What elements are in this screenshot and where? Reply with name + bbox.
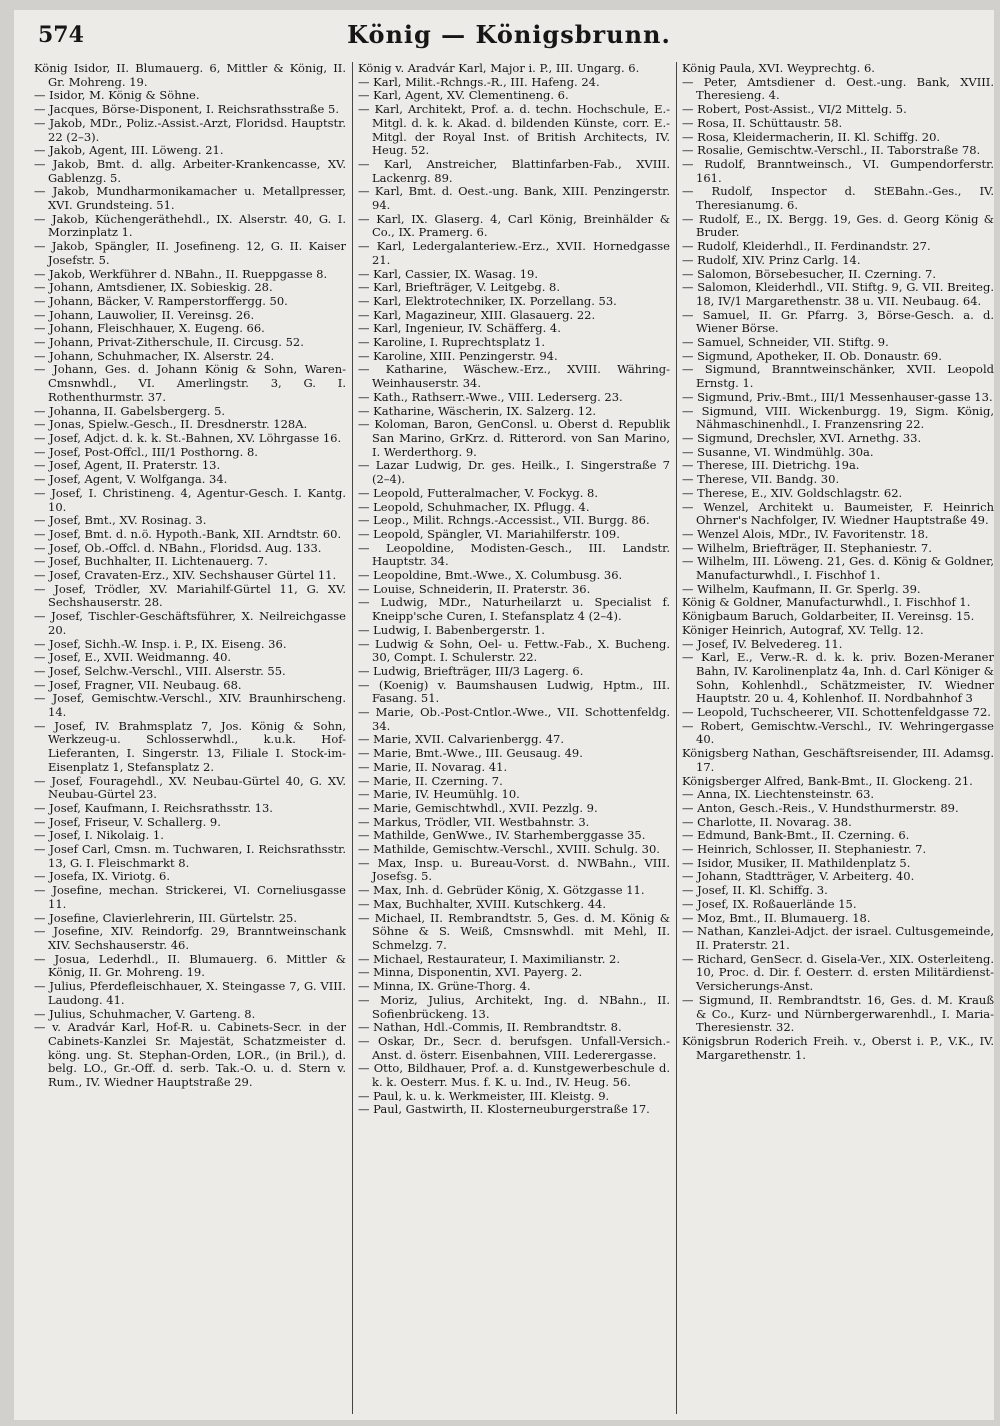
directory-entry: — Anton, Gesch.-Reis., V. Hundsthurmerstr. 89. xyxy=(682,800,959,815)
directory-entry: — Richard, GenSecr. d. Gisela-Ver., XIX. Osterleiteng. 10, Proc. d. Dir. f. Oesterr. d. ersten Militärdienst-Versicherungs-Anst. xyxy=(682,951,994,994)
directory-entry: Königer Heinrich, Autograf, XV. Tellg. 12. xyxy=(682,622,924,637)
directory-entry: — Wilhelm, III. Löweng. 21, Ges. d. König & Goldner, Manufacturwhdl., I. Fischhof 1. xyxy=(682,554,994,583)
directory-entry: — Jakob, MDr., Poliz.-Assist.-Arzt, Floridsd. Hauptstr. 22 (2–3). xyxy=(34,115,346,144)
directory-entry: — Josef, Agent, V. Wolfganga. 34. xyxy=(34,472,228,487)
directory-entry: — Josef, I. Christineng. 4, Agentur-Gesch. I. Kantg. 10. xyxy=(34,485,346,514)
directory-entry: — Jakob, Küchengeräthehdl., IX. Alserstr. 40, G. I. Morzinplatz 1. xyxy=(34,211,346,240)
directory-entry: — Therese, VII. Bandg. 30. xyxy=(682,472,840,487)
directory-entry: — Therese, E., XIV. Goldschlagstr. 62. xyxy=(682,485,903,500)
directory-entry: — Josefa, IX. Viriotg. 6. xyxy=(34,869,171,884)
directory-entry: — Karl, Ingenieur, IV. Schäfferg. 4. xyxy=(358,321,561,336)
directory-entry: — Max, Inh. d. Gebrüder König, X. Götzgasse 11. xyxy=(358,883,645,898)
directory-entry: — Josef, Agent, II. Praterstr. 13. xyxy=(34,458,221,473)
directory-entry: — Josef, Bmt., XV. Rosinag. 3. xyxy=(34,513,207,528)
directory-entry: — Karl, Milit.-Rchngs.-R., III. Hafeng. 24. xyxy=(358,74,600,89)
directory-entry: — Nathan, Hdl.-Commis, II. Rembrandtstr. 8. xyxy=(358,1020,622,1035)
directory-entry: — Leopold, Tuchscheerer, VII. Schottenfeldgasse 72. xyxy=(682,705,991,720)
directory-entry: — Johann, Lauwolier, II. Vereinsg. 26. xyxy=(34,307,255,322)
directory-entry: — Sigmund, VIII. Wickenburgg. 19, Sigm. König, Nähmaschinenhdl., I. Franzensring 22. xyxy=(682,403,994,432)
directory-entry: — Katharine, Wäscherin, IX. Salzerg. 12. xyxy=(358,403,597,418)
directory-entry: — Isidor, M. König & Söhne. xyxy=(34,88,200,103)
directory-entry: — Josef, Gemischtw.-Verschl., XIV. Braunhirscheng. 14. xyxy=(34,691,346,720)
directory-entry: — Johanna, II. Gabelsbergerg. 5. xyxy=(34,403,226,418)
directory-entry: König & Goldner, Manufacturwhdl., I. Fischhof 1. xyxy=(682,595,971,610)
directory-entry: Königsberger Alfred, Bank-Bmt., II. Glockeng. 21. xyxy=(682,773,973,788)
directory-entry: — Rudolf, E., IX. Bergg. 19, Ges. d. Georg König & Bruder. xyxy=(682,211,994,240)
directory-entry: — Johann, Amtsdiener, IX. Sobieskig. 28. xyxy=(34,280,273,295)
directory-entry: — Josef, Post-Offcl., III/1 Posthorng. 8. xyxy=(34,444,258,459)
directory-entry: — Jakob, Spängler, II. Josefineng. 12, G. II. Kaiser Josefstr. 5. xyxy=(34,239,346,267)
directory-entry: — Josef, Ob.-Offcl. d. NBahn., Floridsd. Aug. 133. xyxy=(34,540,322,555)
directory-entry: — Paul, k. u. k. Werkmeister, III. Kleistg. 9. xyxy=(358,1088,610,1103)
directory-entry: — Karl, Briefträger, V. Leitgebg. 8. xyxy=(358,280,560,295)
directory-entry: — Michael, Restaurateur, I. Maximilianstr. 2. xyxy=(358,951,620,966)
directory-entry: — Josef, Tischler-Geschäftsführer, X. Neilreichgasse 20. xyxy=(34,609,346,637)
directory-entry: — Josef, Friseur, V. Schallerg. 9. xyxy=(34,814,221,829)
column-middle xyxy=(358,62,670,1414)
directory-entry: — Sigmund, Drechsler, XVI. Arnethg. 33. xyxy=(682,430,922,445)
directory-entry: — Karl, Agent, XV. Clementineng. 6. xyxy=(358,88,569,103)
directory-entry: — Karl, IX. Glaserg. 4, Carl König, Breinhälder & Co., IX. Pramerg. 6. xyxy=(358,211,670,240)
directory-entry: — Josef, Cravaten-Erz., XIV. Sechshauser Gürtel 11. xyxy=(34,568,337,583)
directory-entry: — v. Aradvár Karl, Hof-R. u. Cabinets-Secr. in der Cabinets-Kanzlei Sr. Majestät, Schatzmeister d. köng. ung. St. Stephan-Orden, LOR., (in Bril.), d. belg. LO., Gr.-Off. d. serb. Tak.-O. u. d. Stern v. Rum., IV. Wiedner Hauptstraße 29. xyxy=(34,1020,346,1090)
directory-entry: — Nathan, Kanzlei-Adjct. der israel. Cultusgemeinde, II. Praterstr. 21. xyxy=(682,924,994,952)
column-divider xyxy=(352,62,353,1414)
directory-entry: — Josef, Kaufmann, I. Reichsrathsstr. 13. xyxy=(34,800,273,815)
directory-entry: — Wenzel Alois, MDr., IV. Favoritenstr. 18. xyxy=(682,526,929,541)
directory-entry: — Marie, XVII. Calvarienbergg. 47. xyxy=(358,732,565,747)
directory-entry: — Karl, Ledergalanteriew.-Erz., XVII. Hornedgasse 21. xyxy=(358,239,670,267)
directory-entry: — Koloman, Baron, GenConsl. u. Oberst d. Republik San Marino, GrKrz. d. Ritterord. von San Marino, I. Werderthorg. 9. xyxy=(358,417,670,459)
directory-entry: König v. Aradvár Karl, Major i. P., III. Ungarg. 6. xyxy=(358,62,640,75)
directory-entry: — Marie, II. Czerning. 7. xyxy=(358,773,503,788)
directory-entry: — Karoline, XIII. Penzingerstr. 94. xyxy=(358,348,558,363)
directory-entry: — Josef, Trödler, XV. Mariahilf-Gürtel 11, G. XV. Sechshauserstr. 28. xyxy=(34,581,346,610)
directory-entry: — Ludwig, MDr., Naturheilarzt u. Specialist f. Kneipp'sche Curen, I. Stefansplatz 4 (2–4). xyxy=(358,595,670,624)
directory-entry: — Charlotte, II. Novarag. 38. xyxy=(682,814,852,829)
directory-entry: — Karl, Cassier, IX. Wasag. 19. xyxy=(358,266,539,281)
directory-entry: — Sigmund, Apotheker, II. Ob. Donaustr. 69. xyxy=(682,348,942,363)
directory-entry: — Oskar, Dr., Secr. d. berufsgen. Unfall-Versich.-Anst. d. österr. Eisenbahnen, VIII. Lederergasse. xyxy=(358,1033,670,1062)
directory-entry: — Moz, Bmt., II. Blumauerg. 18. xyxy=(682,910,871,925)
directory-entry: — Marie, Ob.-Post-Cntlor.-Wwe., VII. Schottenfeldg. 34. xyxy=(358,705,670,733)
directory-entry: — Susanne, VI. Windmühlg. 30a. xyxy=(682,444,874,459)
directory-entry: — Karl, E., Verw.-R. d. k. k. priv. Bozen-Meraner Bahn, IV. Karolinenplatz 4a, Inh. d. Carl Königer & Sohn, Kohlenhdl., Schätzmeister, IV. Wiedner Hauptstr. 20 u. 4, Kohlenhof. II. Nordbahnhof 3 xyxy=(682,650,994,706)
directory-entry: — Josefine, mechan. Strickerei, VI. Corneliusgasse 11. xyxy=(34,883,346,911)
directory-entry: — Wilhelm, Briefträger, II. Stephaniestr. 7. xyxy=(682,540,932,555)
directory-entry: — Mathilde, Gemischtw.-Verschl., XVIII. Schulg. 30. xyxy=(358,842,660,857)
directory-entry: — Jakob, Mundharmonikamacher u. Metallpresser, XVI. Grundsteing. 51. xyxy=(34,184,346,213)
directory-entry: — Anna, IX. Liechtensteinstr. 63. xyxy=(682,787,875,802)
directory-entry: König Paula, XVI. Weyprechtg. 6. xyxy=(682,62,875,75)
directory-entry: — Karoline, I. Ruprechtsplatz 1. xyxy=(358,335,546,350)
directory-entry: — Josef, Selchw.-Verschl., VIII. Alserstr. 55. xyxy=(34,663,286,678)
directory-entry: — Rudolf, Kleiderhdl., II. Ferdinandstr. 27. xyxy=(682,239,931,254)
page-header xyxy=(34,16,984,56)
directory-entry: — Robert, Gemischtw.-Verschl., IV. Wehringergasse 40. xyxy=(682,718,994,747)
column-left xyxy=(34,62,346,1414)
directory-entry: — Marie, II. Novarag. 41. xyxy=(358,759,508,774)
directory-entry: — Wilhelm, Kaufmann, II. Gr. Sperlg. 39. xyxy=(682,581,921,596)
directory-entry: — Jakob, Agent, III. Löweng. 21. xyxy=(34,143,224,158)
directory-entry: — Rudolf, Inspector d. StEBahn.-Ges., IV. Theresianumg. 6. xyxy=(682,184,994,213)
entry-columns xyxy=(34,62,994,1414)
directory-entry: — Josef, Buchhalter, II. Lichtenauerg. 7. xyxy=(34,554,268,569)
directory-entry: — Josef, Fragner, VII. Neubaug. 68. xyxy=(34,677,242,692)
directory-entry: — Robert, Post-Assist., VI/2 Mittelg. 5. xyxy=(682,102,907,117)
directory-entry: — Johann, Ges. d. Johann König & Sohn, Waren-Cmsnwhdl., VI. Amerlingstr. 3, G. I. Rothenthurmstr. 37. xyxy=(34,362,346,404)
directory-entry: — Josefine, Clavierlehrerin, III. Gürtelstr. 25. xyxy=(34,910,297,925)
directory-entry: — Jakob, Werkführer d. NBahn., II. Rueppgasse 8. xyxy=(34,266,328,281)
directory-entry: Königbaum Baruch, Goldarbeiter, II. Vereinsg. 15. xyxy=(682,609,975,624)
page-number: 574 xyxy=(38,22,84,48)
directory-entry: — Josef, IV. Belvedereg. 11. xyxy=(682,636,843,651)
directory-entry: — Rosa, II. Schüttaustr. 58. xyxy=(682,115,843,130)
directory-entry: — Leopold, Futteralmacher, V. Fockyg. 8. xyxy=(358,485,599,500)
directory-entry: — Salomon, Kleiderhdl., VII. Stiftg. 9, G. VII. Breiteg. 18, IV/1 Margarethenstr. 38 u. VII. Neubaug. 64. xyxy=(682,280,994,308)
directory-entry: Königsbrun Roderich Freih. v., Oberst i. P., V.K., IV. Margarethenstr. 1. xyxy=(682,1033,994,1062)
directory-entry: — Jacques, Börse-Disponent, I. Reichsrathsstraße 5. xyxy=(34,102,339,117)
directory-entry: — Ludwig, Briefträger, III/3 Lagerg. 6. xyxy=(358,663,584,678)
directory-entry: — Jonas, Spielw.-Gesch., II. Dresdnerstr. 128A. xyxy=(34,417,308,432)
directory-entry: — Michael, II. Rembrandtstr. 5, Ges. d. M. König & Söhne & S. Weiß, Cmsnswhdl. mit Mehl, II. Schmelzg. 7. xyxy=(358,910,670,952)
directory-entry: — Karl, Elektrotechniker, IX. Porzellang. 53. xyxy=(358,293,617,308)
directory-entry: — Lazar Ludwig, Dr. ges. Heilk., I. Singerstraße 7 (2–4). xyxy=(358,458,670,487)
directory-entry: — Leopoldine, Modisten-Gesch., III. Landstr. Hauptstr. 34. xyxy=(358,540,670,569)
directory-entry: — Johann, Schuhmacher, IX. Alserstr. 24. xyxy=(34,348,275,363)
directory-entry: — Julius, Schuhmacher, V. Garteng. 8. xyxy=(34,1006,256,1021)
directory-entry: — Sigmund, Branntweinschänker, XVII. Leopold Ernstg. 1. xyxy=(682,362,994,391)
directory-entry: — Salomon, Börsebesucher, II. Czerning. 7. xyxy=(682,266,936,281)
directory-entry: — Max, Buchhalter, XVIII. Kutschkerg. 44. xyxy=(358,896,606,911)
directory-entry: — Karl, Anstreicher, Blattinfarben-Fab., XVIII. Lackenrg. 89. xyxy=(358,156,670,185)
directory-entry: — Josef, Sichh.-W. Insp. i. P., IX. Eiseng. 36. xyxy=(34,636,287,651)
directory-entry: — Wenzel, Architekt u. Baumeister, F. Heinrich Ohrner's Nachfolger, IV. Wiedner Hauptstraße 49. xyxy=(682,499,994,528)
directory-entry: — Josef, Fouragehdl., XV. Neubau-Gürtel 40, G. XV. Neubau-Gürtel 23. xyxy=(34,773,346,802)
directory-entry: — Rosalie, Gemischtw.-Verschl., II. Taborstraße 78. xyxy=(682,143,981,158)
directory-entry: — Josef, Adjct. d. k. k. St.-Bahnen, XV. Löhrgasse 16. xyxy=(34,430,342,445)
directory-entry: — Edmund, Bank-Bmt., II. Czerning. 6. xyxy=(682,828,910,843)
directory-entry: — Josua, Lederhdl., II. Blumauerg. 6. Mittler & König, II. Gr. Mohreng. 19. xyxy=(34,951,346,980)
directory-entry: — Katharine, Wäschew.-Erz., XVIII. Währing-Weinhauserstr. 34. xyxy=(358,362,670,391)
directory-entry: — Josef, I. Nikolaig. 1. xyxy=(34,828,164,843)
directory-entry: — Therese, III. Dietrichg. 19a. xyxy=(682,458,860,473)
column-divider xyxy=(676,62,677,1414)
directory-entry: — Minna, Disponentin, XVI. Payerg. 2. xyxy=(358,965,583,980)
directory-entry: — Marie, IV. Heumühlg. 10. xyxy=(358,787,520,802)
directory-entry: — Heinrich, Schlosser, II. Stephaniestr. 7. xyxy=(682,842,927,857)
directory-entry: — Leop., Milit. Rchngs.-Accessist., VII. Burgg. 86. xyxy=(358,513,650,528)
page-title: König — Königsbrunn. xyxy=(347,20,671,49)
directory-entry: Königsberg Nathan, Geschäftsreisender, III. Adamsg. 17. xyxy=(682,746,994,774)
directory-entry: — Josef, E., XVII. Weidmanng. 40. xyxy=(34,650,232,665)
directory-entry: — Samuel, Schneider, VII. Stiftg. 9. xyxy=(682,335,889,350)
directory-entry: — Karl, Architekt, Prof. a. d. techn. Hochschule, E.-Mitgl. d. k. k. Akad. d. bildenden Künste, corr. E.-Mitgl. der Royal Inst. of British Architects, IV. Heug. 52. xyxy=(358,102,670,158)
directory-entry: — Otto, Bildhauer, Prof. a. d. Kunstgewerbeschule d. k. k. Oesterr. Mus. f. K. u. Ind., IV. Heug. 56. xyxy=(358,1061,670,1090)
directory-entry: — Jakob, Bmt. d. allg. Arbeiter-Krankencasse, XV. Gablenzg. 5. xyxy=(34,156,346,185)
directory-entry: — Rosa, Kleidermacherin, II. Kl. Schiffg. 20. xyxy=(682,129,941,144)
directory-entry: — Johann, Fleischhauer, X. Eugeng. 66. xyxy=(34,321,265,336)
directory-entry: — Moriz, Julius, Architekt, Ing. d. NBahn., II. Sofienbrückeng. 13. xyxy=(358,992,670,1021)
directory-entry: — Marie, Bmt.-Wwe., III. Geusaug. 49. xyxy=(358,746,583,761)
directory-entry: — Johann, Stadtträger, V. Arbeiterg. 40. xyxy=(682,869,915,884)
column-right xyxy=(682,62,994,1414)
directory-entry: — Kath., Rathserr.-Wwe., VIII. Lederserg. 23. xyxy=(358,389,623,404)
directory-entry: — Minna, IX. Grüne-Thorg. 4. xyxy=(358,979,531,994)
directory-entry: — Mathilde, GenWwe., IV. Starhemberggasse 35. xyxy=(358,828,646,843)
directory-entry: — Johann, Bäcker, V. Ramperstorffergg. 50. xyxy=(34,293,288,308)
directory-entry: — Leopoldine, Bmt.-Wwe., X. Columbusg. 36. xyxy=(358,568,623,583)
directory-entry: König Isidor, II. Blumauerg. 6, Mittler & König, II. Gr. Mohreng. 19. xyxy=(34,62,346,89)
directory-page xyxy=(14,10,994,1420)
directory-entry: — Leopold, Schuhmacher, IX. Pflugg. 4. xyxy=(358,499,590,514)
directory-entry: — Peter, Amtsdiener d. Oest.-ung. Bank, XVIII. Theresieng. 4. xyxy=(682,74,994,103)
directory-entry: — Markus, Trödler, VII. Westbahnstr. 3. xyxy=(358,814,590,829)
directory-entry: — Max, Insp. u. Bureau-Vorst. d. NWBahn., VIII. Josefsg. 5. xyxy=(358,855,670,884)
directory-entry: — Sigmund, Priv.-Bmt., III/1 Messenhauser-gasse 13. xyxy=(682,389,993,404)
directory-entry: — Rudolf, Branntweinsch., VI. Gumpendorferstr. 161. xyxy=(682,156,994,185)
directory-entry: — Josef, Bmt. d. n.ö. Hypoth.-Bank, XII. Arndtstr. 60. xyxy=(34,526,342,541)
directory-entry: — Marie, Gemischtwhdl., XVII. Pezzlg. 9. xyxy=(358,800,598,815)
directory-entry: — Ludwig & Sohn, Oel- u. Fettw.-Fab., X. Bucheng. 30, Compt. I. Schulerstr. 22. xyxy=(358,636,670,665)
directory-entry: — Josef, II. Kl. Schiffg. 3. xyxy=(682,883,828,898)
directory-entry: — Sigmund, II. Rembrandtstr. 16, Ges. d. M. Krauß & Co., Kurz- und Nürnbergerwarenhdl., I. Maria-Theresienstr. 32. xyxy=(682,992,994,1035)
directory-entry: — Isidor, Musiker, II. Mathildenplatz 5. xyxy=(682,855,911,870)
directory-entry: — Josef, IV. Brahmsplatz 7, Jos. König & Sohn, Werkzeug-u. Schlosserwhdl., k.u.k. Hof-Lieferanten, I. Singerstr. 13, Filiale I. Stock-im-Eisenplatz 1, Stefansplatz 2. xyxy=(34,718,346,774)
directory-entry: — (Koenig) v. Baumshausen Ludwig, Hptm., III. Fasang. 51. xyxy=(358,677,670,706)
directory-entry: — Ludwig, I. Babenbergerstr. 1. xyxy=(358,622,545,637)
directory-entry: — Josefine, XIV. Reindorfg. 29, Branntweinschank XIV. Sechshauserstr. 46. xyxy=(34,924,346,952)
directory-entry: — Louise, Schneiderin, II. Praterstr. 36. xyxy=(358,581,591,596)
directory-entry: — Leopold, Spängler, VI. Mariahilferstr. 109. xyxy=(358,526,620,541)
directory-entry: — Josef, IX. Roßauerlände 15. xyxy=(682,896,857,911)
directory-entry: — Julius, Pferdefleischhauer, X. Steingasse 7, G. VIII. Laudong. 41. xyxy=(34,979,346,1007)
directory-entry: — Rudolf, XIV. Prinz Carlg. 14. xyxy=(682,252,861,267)
directory-entry: — Karl, Magazineur, XIII. Glasauerg. 22. xyxy=(358,307,596,322)
directory-entry: — Johann, Privat-Zitherschule, II. Circusg. 52. xyxy=(34,335,304,350)
directory-entry: — Paul, Gastwirth, II. Klosterneuburgerstraße 17. xyxy=(358,1102,650,1117)
directory-entry: — Josef Carl, Cmsn. m. Tuchwaren, I. Reichsrathsstr. 13, G. I. Fleischmarkt 8. xyxy=(34,842,346,870)
directory-entry: — Samuel, II. Gr. Pfarrg. 3, Börse-Gesch. a. d. Wiener Börse. xyxy=(682,307,994,336)
directory-entry: — Karl, Bmt. d. Oest.-ung. Bank, XIII. Penzingerstr. 94. xyxy=(358,184,670,213)
